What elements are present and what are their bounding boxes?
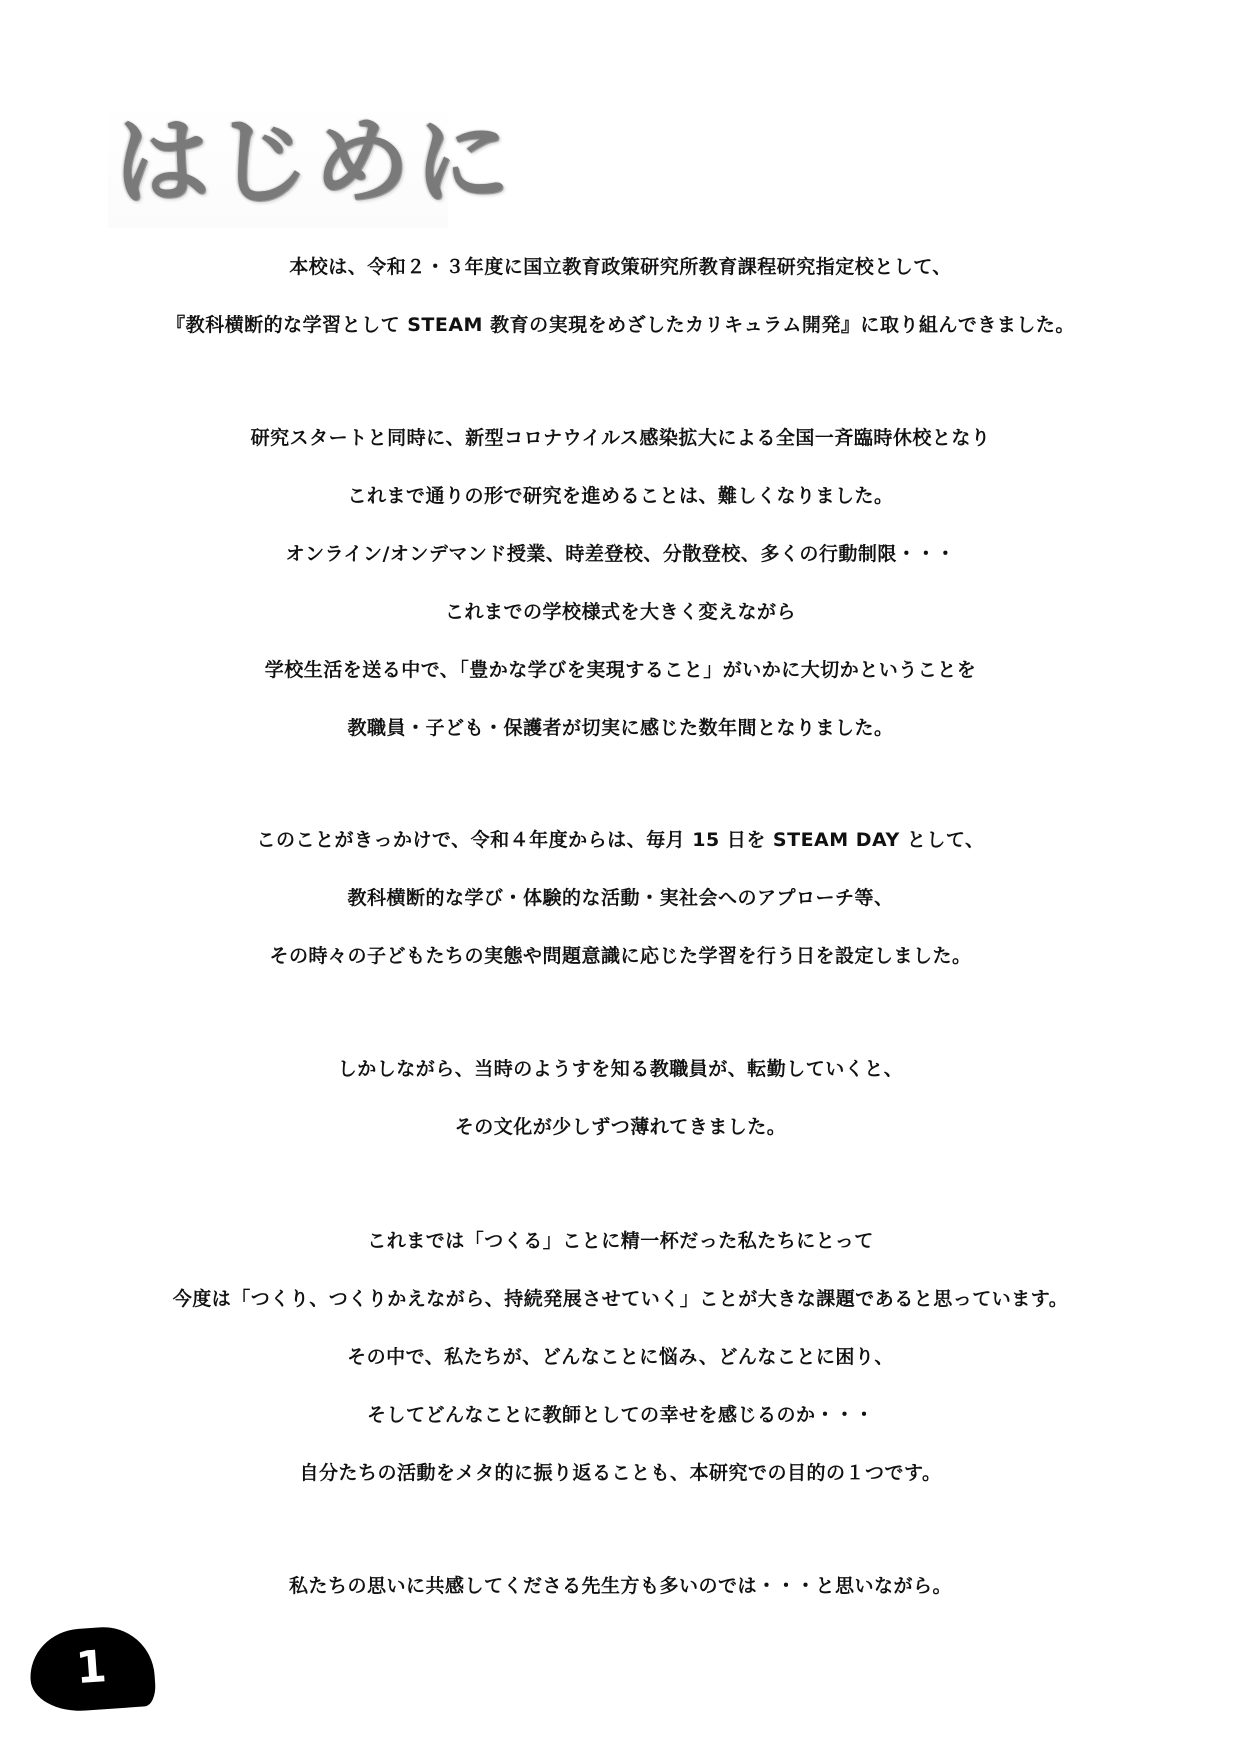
body-line: 研究スタートと同時に、新型コロナウイルス感染拡大による全国一斉臨時休校となり bbox=[250, 427, 991, 449]
body-line: 教職員・子ども・保護者が切実に感じた数年間となりました。 bbox=[347, 717, 894, 739]
body-line: その中で、私たちが、どんなことに悩み、どんなことに困り、 bbox=[347, 1346, 894, 1368]
body-line: 今度は「つくり、つくりかえながら、持続発展させていく」ことが大きな課題であると思っています。 bbox=[172, 1288, 1069, 1310]
body-line: その時々の子どもたちの実態や問題意識に応じた学習を行う日を設定しました。 bbox=[269, 945, 972, 967]
body-line: 教科横断的な学び・体験的な活動・実社会へのアプローチ等、 bbox=[347, 887, 894, 909]
title-area bbox=[108, 100, 514, 228]
body-line: 『教科横断的な学習として STEAM 教育の実現をめざしたカリキュラム開発』に取り組んできました。 bbox=[166, 314, 1075, 336]
body-line: これまで通りの形で研究を進めることは、難しくなりました。 bbox=[347, 485, 894, 507]
body-line: 私たちの思いに共感してくださる先生方も多いのでは・・・と思いながら。 bbox=[288, 1575, 952, 1597]
page-number: 1 bbox=[74, 1641, 109, 1695]
body-line: これまでは「つくる」ことに精一杯だった私たちにとって bbox=[367, 1230, 874, 1252]
body-line: しかしながら、当時のようすを知る教職員が、転勤していくと、 bbox=[337, 1058, 904, 1080]
body-line: 自分たちの活動をメタ的に振り返ることも、本研究での目的の１つです。 bbox=[299, 1462, 942, 1484]
body-line: これまでの学校様式を大きく変えながら bbox=[444, 601, 796, 623]
page-number-badge bbox=[27, 1624, 156, 1714]
body-line: 学校生活を送る中で、「豊かな学びを実現すること」がいかに大切かということを bbox=[264, 659, 977, 681]
body-line: その文化が少しずつ薄れてきました。 bbox=[454, 1116, 787, 1138]
page-title: はじめに bbox=[114, 105, 514, 218]
body-line: 本校は、令和２・３年度に国立教育政策研究所教育課程研究指定校として、 bbox=[289, 256, 952, 278]
body-line: オンライン/オンデマンド授業、時差登校、分散登校、多くの行動制限・・・ bbox=[285, 543, 956, 565]
body-line: そしてどんなことに教師としての幸せを感じるのか・・・ bbox=[366, 1404, 874, 1426]
body-line: このことがきっかけで、令和４年度からは、毎月 15 日を STEAM DAY として、 bbox=[256, 829, 985, 851]
